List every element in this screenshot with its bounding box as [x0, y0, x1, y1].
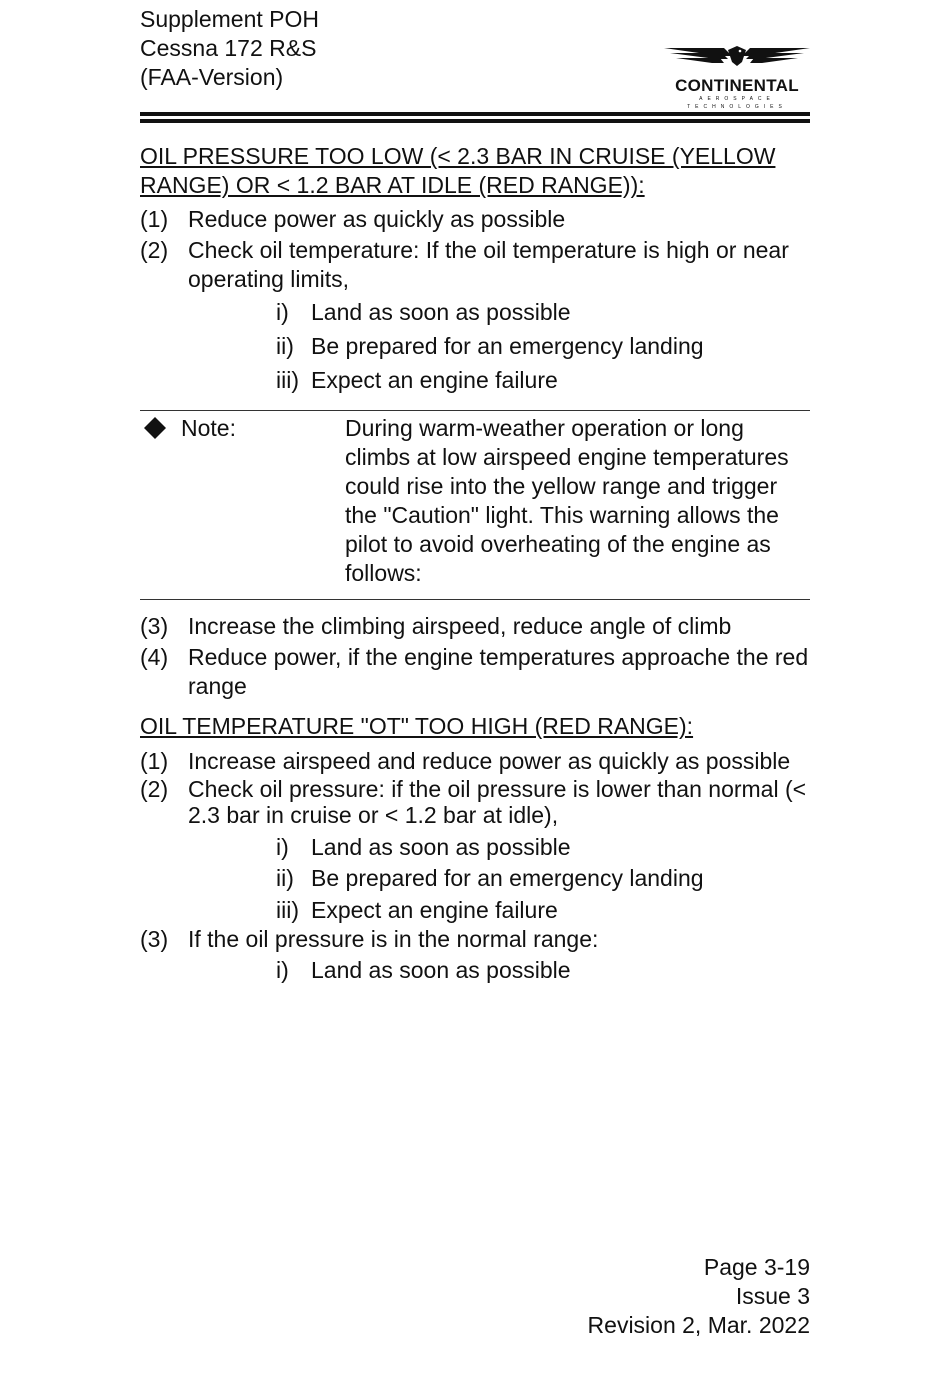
sub-list-item: [276, 956, 816, 985]
list-item: [140, 776, 820, 828]
item-number: (2): [140, 776, 169, 802]
sub-item-number: ii): [276, 333, 294, 359]
document-footer: [588, 1253, 810, 1340]
sub-item-number: iii): [276, 897, 299, 923]
item-text: If the oil pressure is in the normal range:: [188, 926, 599, 952]
heading-line-2: RANGE) OR < 1.2 BAR AT IDLE (RED RANGE)):: [140, 172, 645, 198]
sub-item-text: Expect an engine failure: [311, 897, 558, 923]
list-item: [140, 643, 820, 701]
note-label: Note:: [181, 415, 236, 441]
list-item: [140, 205, 820, 234]
header-version: (FAA-Version): [140, 64, 284, 90]
issue-number: Issue 3: [735, 1283, 810, 1309]
sub-item-text: Be prepared for an emergency landing: [311, 333, 704, 359]
sub-item-number: ii): [276, 865, 294, 891]
diamond-icon: [143, 416, 167, 440]
heading-line-1: OIL PRESSURE TOO LOW (< 2.3 BAR IN CRUISE (YELLOW: [140, 143, 776, 169]
document-header: [140, 5, 319, 92]
sub-item-number: i): [276, 957, 289, 983]
item-text: Increase airspeed and reduce power as quickly as possible: [188, 748, 791, 774]
header-rule-bottom: [140, 119, 810, 123]
sub-item-text: Land as soon as possible: [311, 299, 571, 325]
list-item: [140, 925, 820, 954]
sub-list-item: [276, 366, 816, 395]
note-rule-bottom: [140, 599, 810, 600]
sub-item-text: Expect an engine failure: [311, 367, 558, 393]
sub-list-item: [276, 864, 816, 893]
item-text: Reduce power as quickly as possible: [188, 206, 566, 232]
item-number: (1): [140, 748, 169, 774]
item-number: (3): [140, 926, 169, 952]
item-text: Increase the climbing airspeed, reduce angle of climb: [188, 613, 732, 639]
header-aircraft: Cessna 172 R&S: [140, 35, 317, 61]
continental-logo: [662, 44, 812, 111]
eagle-wings-icon: [662, 44, 812, 68]
sub-item-number: i): [276, 834, 289, 860]
section-heading-oil-temperature: OIL TEMPERATURE "OT" TOO HIGH (RED RANGE):: [140, 713, 694, 739]
note-rule-top: [140, 410, 810, 411]
sub-item-text: Be prepared for an emergency landing: [311, 865, 704, 891]
sub-item-text: Land as soon as possible: [311, 834, 571, 860]
revision-info: Revision 2, Mar. 2022: [587, 1312, 810, 1338]
sub-list-item: [276, 833, 816, 862]
sub-item-text: Land as soon as possible: [311, 957, 571, 983]
item-number: (1): [140, 206, 169, 232]
page-number: Page 3-19: [703, 1254, 810, 1280]
item-number: (3): [140, 613, 169, 639]
sub-list-item: [276, 298, 816, 327]
sub-item-number: iii): [276, 367, 299, 393]
note-text: During warm-weather operation or long climbs at low airspeed engine temperatures could rise into the yellow range and trigger the "Caution" light. This warning allows the pilot to avoid overheating of the engine as follows:: [345, 415, 789, 586]
list-item: [140, 236, 820, 294]
header-title: Supplement POH: [140, 6, 319, 32]
logo-wordmark: CONTINENTAL: [675, 76, 799, 95]
sub-list-item: [276, 896, 816, 925]
section-heading-oil-pressure: [140, 142, 820, 200]
header-rule-top: [140, 112, 810, 116]
item-number: (4): [140, 644, 169, 670]
item-text: Check oil pressure: if the oil pressure is lower than normal (< 2.3 bar in cruise or < 1.2 bar at idle),: [188, 776, 807, 828]
item-text: Reduce power, if the engine temperatures approache the red range: [188, 644, 809, 699]
sub-list-item: [276, 332, 816, 361]
list-item: [140, 612, 820, 641]
logo-subtitle: AEROSPACE TECHNOLOGIES: [687, 96, 787, 110]
item-text: Check oil temperature: If the oil temperature is high or near operating limits,: [188, 237, 789, 292]
list-item: [140, 747, 820, 776]
item-number: (2): [140, 237, 169, 263]
sub-item-number: i): [276, 299, 289, 325]
